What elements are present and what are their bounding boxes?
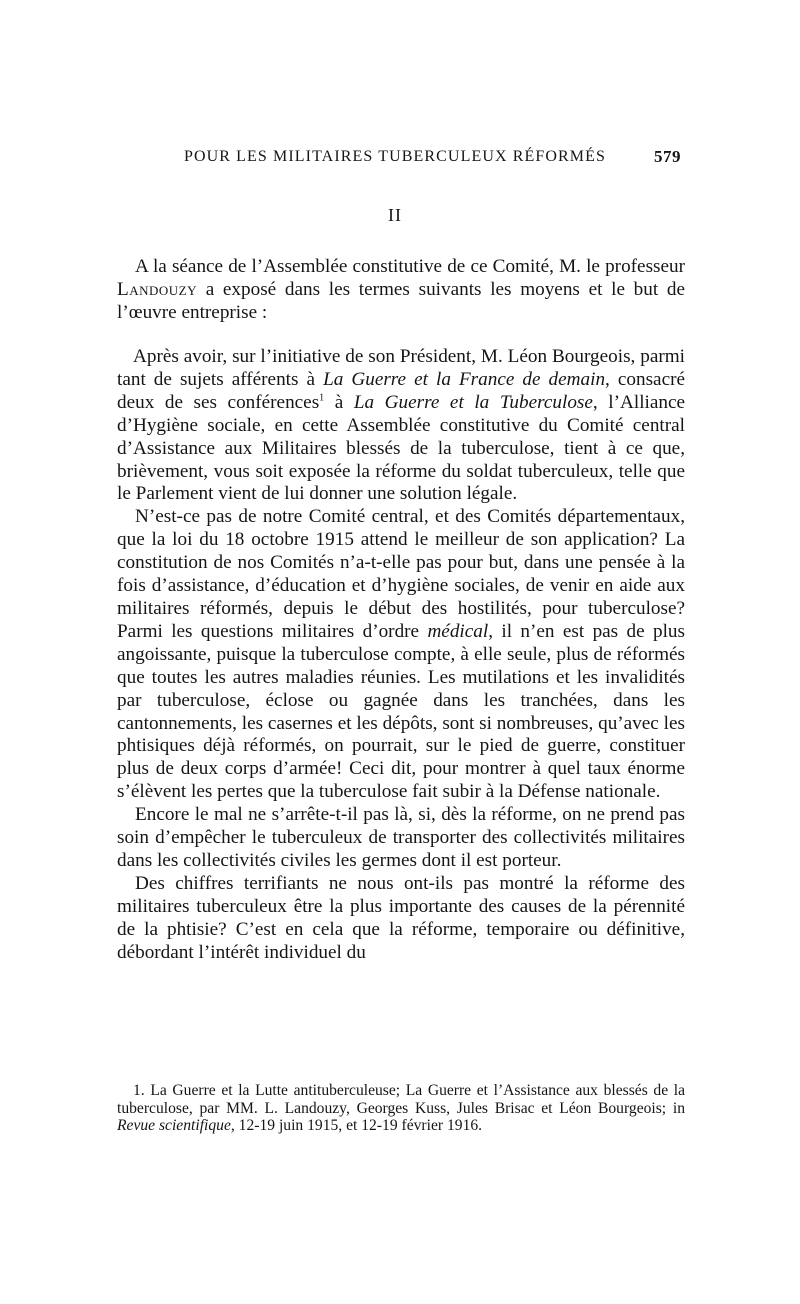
paragraph-3: Encore le mal ne s’arrête-t-il pas là, si, dès la réforme, on ne prend pas soin d’empêcher le tuberculeux de transporter des collectivités militaires dans les collectivités civiles les germes dont il est porteur. — [117, 804, 685, 871]
main-text-block — [117, 346, 685, 964]
footnote-text-b: , 12-19 juin 1915, et 12-19 février 1916. — [230, 1117, 483, 1135]
paragraph-1-part-d: , l’Alliance d’Hygiène sociale, en cette Assemblée constitutive du Comité central d’Assistance aux Militaires blessés de la tuberculose, tient à ce que, brièvement, vous soit exposée la réforme du soldat tuberculeux, telle que le Parlement vient de lui donner une solution légale. — [117, 391, 685, 505]
intro-paragraph-block — [117, 256, 685, 325]
title-guerre-france: La Guerre et la France de demain — [323, 368, 606, 390]
journal-title: Revue scientifique — [117, 1117, 231, 1135]
paragraph-1 — [117, 346, 685, 506]
emphasis-medical: médical — [427, 620, 489, 642]
intro-text-before-name: A la séance de l’Assemblée constitutive de ce Comité, M. le professeur — [135, 256, 685, 277]
intro-text-after-name: a exposé dans les termes suivants les moyens et le but de l’œuvre entreprise : — [117, 278, 685, 323]
footnote-block — [117, 1082, 685, 1135]
paragraph-2-part-a: N’est-ce pas de notre Comité central, et des Comités départementaux, que la loi du 18 octobre 1915 attend le meilleur de son application? La constitution de nos Comités n’a-t-elle pas pour but, dans une pensée à la fois d’assistance, d’éducation et d’hygiène sociales, de venir en aide aux militaires réformés, depuis le début des hostilités, pour tuberculose? Parmi les questions militaires d’ordre — [117, 506, 685, 642]
footnote-text-a: La Guerre et la Lutte antituberculeuse; La Guerre et l’Assistance aux blessés de la tuberculose, par MM. L. Landouzy, Georges Kuss, Jules Brisac et Léon Bourgeois; in — [117, 1082, 685, 1117]
paragraph-1-part-b: , consacré deux de ses conférences — [117, 368, 685, 413]
footnote-marker: 1. — [133, 1082, 145, 1099]
footnote-reference: 1 — [319, 392, 325, 404]
page-number: 579 — [654, 147, 681, 166]
footnote-1 — [117, 1082, 685, 1135]
paragraph-1-part-a: Après avoir, sur l’initiative de son Président, M. Léon Bourgeois, parmi tant de sujets afférents à — [117, 346, 685, 390]
speaker-name: Landouzy — [117, 278, 197, 300]
running-head-title: POUR LES MILITAIRES TUBERCULEUX RÉFORMÉS — [184, 148, 607, 165]
intro-paragraph — [117, 256, 685, 325]
section-numeral: II — [388, 205, 402, 225]
title-guerre-tuberculose: La Guerre et la Tuberculose — [353, 391, 593, 413]
paragraph-4: Des chiffres terrifiants ne nous ont-ils pas montré la réforme des militaires tuberculeux être la plus importante des causes de la pérennité de la phtisie? C’est en cela que la réforme, temporaire ou définitive, débordant l’intérêt individuel du — [117, 872, 685, 963]
paragraph-2 — [117, 506, 685, 804]
paragraph-1-part-c: à — [324, 391, 354, 413]
paragraph-2-part-b: , il n’en est pas de plus angoissante, puisque la tuberculose compte, à elle seule, plus de réformés que toutes les autres maladies réunies. Les mutilations et les invalidités par tuberculose, éclose ou gagnée dans les tranchées, dans les cantonnements, les casernes et les dépôts, sont si nombreuses, qu’avec les phtisiques déjà réformés, on pourrait, sur le pied de guerre, constituer plus de deux corps d’armée! Ceci dit, pour montrer à quel taux énorme s’élèvent les pertes que la tuberculose fait subir à la Défense nationale. — [117, 620, 685, 803]
